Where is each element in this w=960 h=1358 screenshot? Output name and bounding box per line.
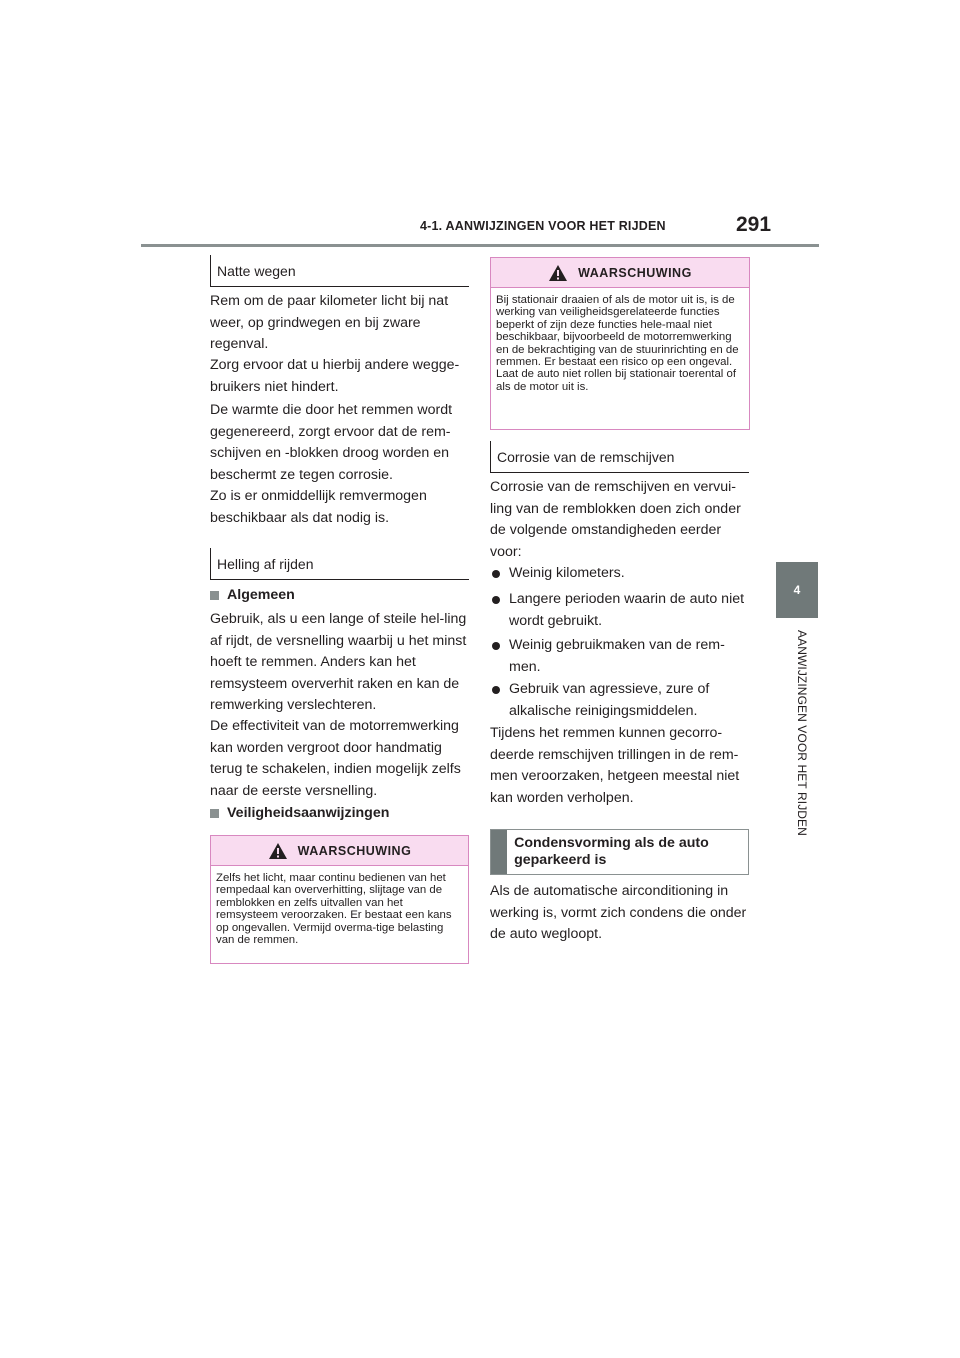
list-item: Langere perioden waarin de auto niet wordt gebruikt. [490,589,749,632]
bullet-dot-icon [492,686,500,694]
warning-text: Zelfs het licht, maar continu bedienen van het rempedaal kan oververhitting, slijtage van de remblokken en zelfs uitvallen van het remsysteem veroorzaken. Er bestaat een kans op ongevallen. Vermijd overma-tige belasting van de remmen. [216,872,452,947]
chapter-side-label: AANWIJZINGEN VOOR HET RIJDEN [795,630,809,836]
chapter-tab: 4 [776,562,818,618]
subheading-algemeen: Algemeen [210,587,295,603]
warning-box-stationair [490,257,750,430]
paragraph-condens: Als de automatische airconditioning in werking is, vormt zich condens die onder de auto wegloopt. [490,883,747,942]
bullet-dot-icon [492,596,500,604]
warning-header [491,258,749,288]
paragraph-natte-wegen-2: Zorg ervoor dat u hierbij andere wegge-bruikers niet hindert. [210,357,460,395]
paragraph-natte-wegen-1: Rem om de paar kilometer licht bij nat weer, op grindwegen en bij zware regenval. [210,293,449,352]
warning-box-brakes [210,835,469,964]
heading-condens-text: Condensvorming als de auto geparkeerd is [514,835,709,868]
paragraph-natte-wegen-3: De warmte die door het remmen wordt gegenereerd, zorgt ervoor dat de rem-schijven en -blokken droog worden en beschermt ze tegen corrosie. [210,402,453,483]
paragraph-helling-1: Gebruik, als u een lange of steile hel-ling af rijdt, de versnelling waarbij u het minst hoeft te remmen. Anders kan het remsysteem oververhit raken en kan de remwerking verslechteren. [210,611,467,713]
bullet-dot-icon [492,642,500,650]
subheading-veiligheid: Veiligheidsaanwijzingen [210,805,389,821]
page-number: 291 [736,213,772,236]
paragraph-corrosie-intro: Corrosie van de remschijven en vervui-ling van de remblokken doen zich onder de volgende omstandigheden eerder voor: [490,479,741,560]
square-bullet-icon [210,809,219,818]
warning-triangle-icon [268,842,288,860]
heading-accent-bar [491,830,507,874]
heading-condens [490,829,749,875]
header-divider [141,244,819,247]
heading-corrosie: Corrosie van de remschijven [490,441,749,473]
paragraph-corrosie-outro: Tijdens het remmen kunnen gecorro-deerde remschijven trillingen in de rem-men veroorzaken, hetgeen meestal niet kan worden verholpen. [490,725,740,806]
list-item: Gebruik van agressieve, zure of alkalische reinigingsmiddelen. [490,679,749,722]
warning-header [211,836,468,866]
warning-text: Bij stationair draaien of als de motor uit is, is de werking van veiligheidsgerelateerde functies beperkt of zijn deze functies hele-maal niet beschikbaar, bijvoorbeeld de motorremwerking en de bekrachtiging van de stuurinrichting en de remmen. Er bestaat een risico op een ongeval. Laat de auto niet rollen bij stationair toerental of als de motor uit is. [496,294,739,393]
paragraph-natte-wegen-4: Zo is er onmiddellijk remvermogen beschikbaar als dat nodig is. [210,488,427,526]
warning-triangle-icon [548,264,568,282]
list-item: Weinig kilometers. [490,563,749,585]
warning-title: WAARSCHUWING [297,843,412,858]
square-bullet-icon [210,591,219,600]
section-title: 4-1. AANWIJZINGEN VOOR HET RIJDEN [420,219,666,233]
bullet-dot-icon [492,570,500,578]
heading-natte-wegen: Natte wegen [210,255,469,287]
warning-title: WAARSCHUWING [578,265,692,280]
heading-helling: Helling af rijden [210,548,469,580]
paragraph-helling-2: De effectiviteit van de motorremwerking kan worden vergroot door handmatig terug te schakelen, indien mogelijk zelfs naar de eerste versnelling. [210,718,461,799]
list-item: Weinig gebruikmaken van de rem-men. [490,635,749,678]
